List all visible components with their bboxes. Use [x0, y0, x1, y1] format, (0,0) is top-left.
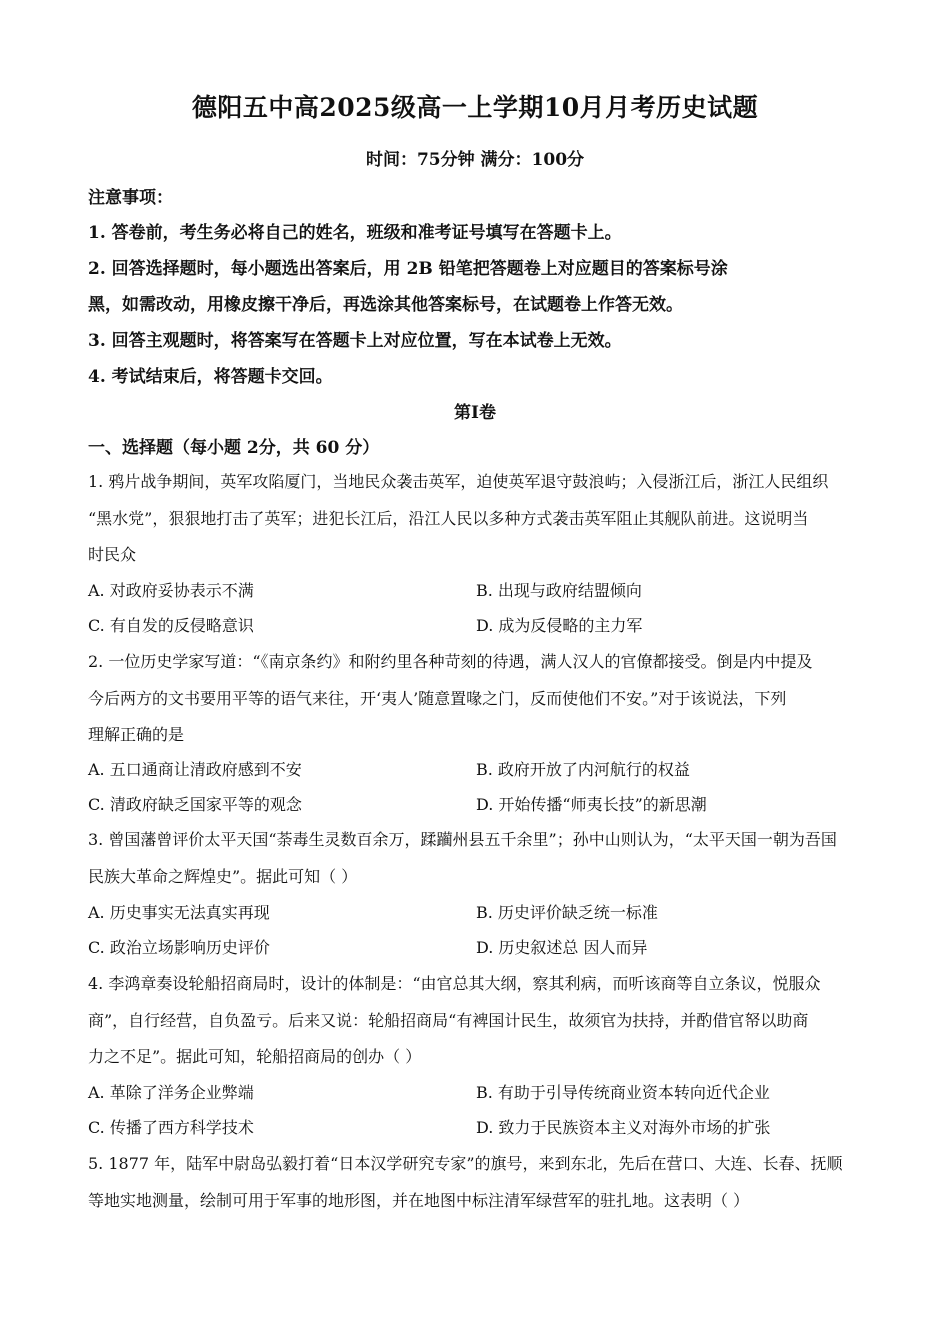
question-3-option-b: B. 历史评价缺乏统一标准	[476, 903, 658, 922]
question-5-text: 等地实地测量，绘制可用于军事的地形图，并在地图中标注清军绿营军的驻扎地。这表明（ ）	[88, 1191, 750, 1210]
question-3-option-a: A. 历史事实无法真实再现	[88, 903, 270, 922]
question-3-option-c: C. 政治立场影响历史评价	[88, 938, 270, 957]
page-title: 德阳五中高2025级高一上学期10月月考历史试题	[191, 93, 759, 122]
question-4-option-b: B. 有助于引导传统商业资本转向近代企业	[476, 1083, 770, 1102]
notice-line: 4. 考试结束后，将答题卡交回。	[88, 367, 333, 387]
question-4-text: 力之不足”。据此可知，轮船招商局的创办（ ）	[88, 1047, 422, 1066]
notice-line: 黑，如需改动，用橡皮擦干净后，再选涂其他答案标号，在试题卷上作答无效。	[88, 295, 683, 315]
notice-line: 2. 回答选择题时，每小题选出答案后，用 2B 铅笔把答题卷上对应题目的答案标号涂	[88, 259, 728, 279]
question-2-option-d: D. 开始传播“师夷长技”的新思潮	[476, 795, 707, 814]
question-2-option-a: A. 五口通商让清政府感到不安	[88, 760, 302, 779]
question-4-text: 4. 李鸿章奏设轮船招商局时，设计的体制是：“由官总其大纲，察其利病，而听该商等自立条议，悦服众	[88, 974, 821, 993]
section-heading: 一、选择题（每小题 2分，共 60 分）	[88, 438, 380, 458]
notice-line: 1. 答卷前，考生务必将自己的姓名，班级和准考证号填写在答题卡上。	[88, 223, 622, 243]
question-4-text: 商”，自行经营，自负盈亏。后来又说：轮船招商局“有裨国计民生，故须官为扶持，并酌借官帑以助商	[88, 1011, 809, 1030]
question-5-text: 5. 1877 年，陆军中尉岛弘毅打着“日本汉学研究专家”的旗号，来到东北，先后在营口、大连、长春、抚顺	[88, 1154, 843, 1173]
question-3-option-d: D. 历史叙述总 因人而异	[476, 938, 648, 957]
question-1-option-d: D. 成为反侵略的主力军	[476, 616, 643, 635]
question-1-text: 1. 鸦片战争期间，英军攻陷厦门，当地民众袭击英军，迫使英军退守鼓浪屿；入侵浙江后，浙江人民组织	[88, 472, 829, 491]
notice-line: 3. 回答主观题时，将答案写在答题卡上对应位置，写在本试卷上无效。	[88, 331, 622, 351]
question-3-text: 3. 曾国藩曾评价太平天国“荼毒生灵数百余万，蹂躏州县五千余里”；孙中山则认为，“太平天国一朝为吾国	[88, 830, 837, 849]
question-1-text: 时民众	[88, 545, 137, 564]
question-1-option-c: C. 有自发的反侵略意识	[88, 616, 254, 635]
question-1-text: “黑水党”，狠狠地打击了英军；进犯长江后，沿江人民以多种方式袭击英军阻止其舰队前进。这说明当	[88, 509, 809, 528]
question-2-option-c: C. 清政府缺乏国家平等的观念	[88, 795, 302, 814]
question-2-text: 2. 一位历史学家写道：“《南京条约》和附约里各种苛刻的待遇，满人汉人的官僚都接受。倒是内中提及	[88, 652, 813, 671]
question-4-option-c: C. 传播了西方科学技术	[88, 1118, 254, 1137]
notice-heading: 注意事项：	[88, 188, 173, 208]
question-1-option-b: B. 出现与政府结盟倾向	[476, 581, 642, 600]
question-2-option-b: B. 政府开放了内河航行的权益	[476, 760, 690, 779]
question-4-option-d: D. 致力于民族资本主义对海外市场的扩张	[476, 1118, 771, 1137]
question-2-text: 理解正确的是	[88, 725, 185, 744]
question-2-text: 今后两方的文书要用平等的语气来往，开‘夷人’随意置喙之门，反而使他们不安。”对于该说法，下列	[88, 689, 787, 708]
question-4-option-a: A. 革除了洋务企业弊端	[88, 1083, 254, 1102]
exam-time-score: 时间：75分钟 满分：100分	[365, 150, 585, 170]
question-3-text: 民族大革命之辉煌史”。据此可知（ ）	[88, 867, 358, 886]
question-1-option-a: A. 对政府妥协表示不满	[88, 581, 254, 600]
volume-heading: 第Ⅰ卷	[454, 403, 496, 423]
